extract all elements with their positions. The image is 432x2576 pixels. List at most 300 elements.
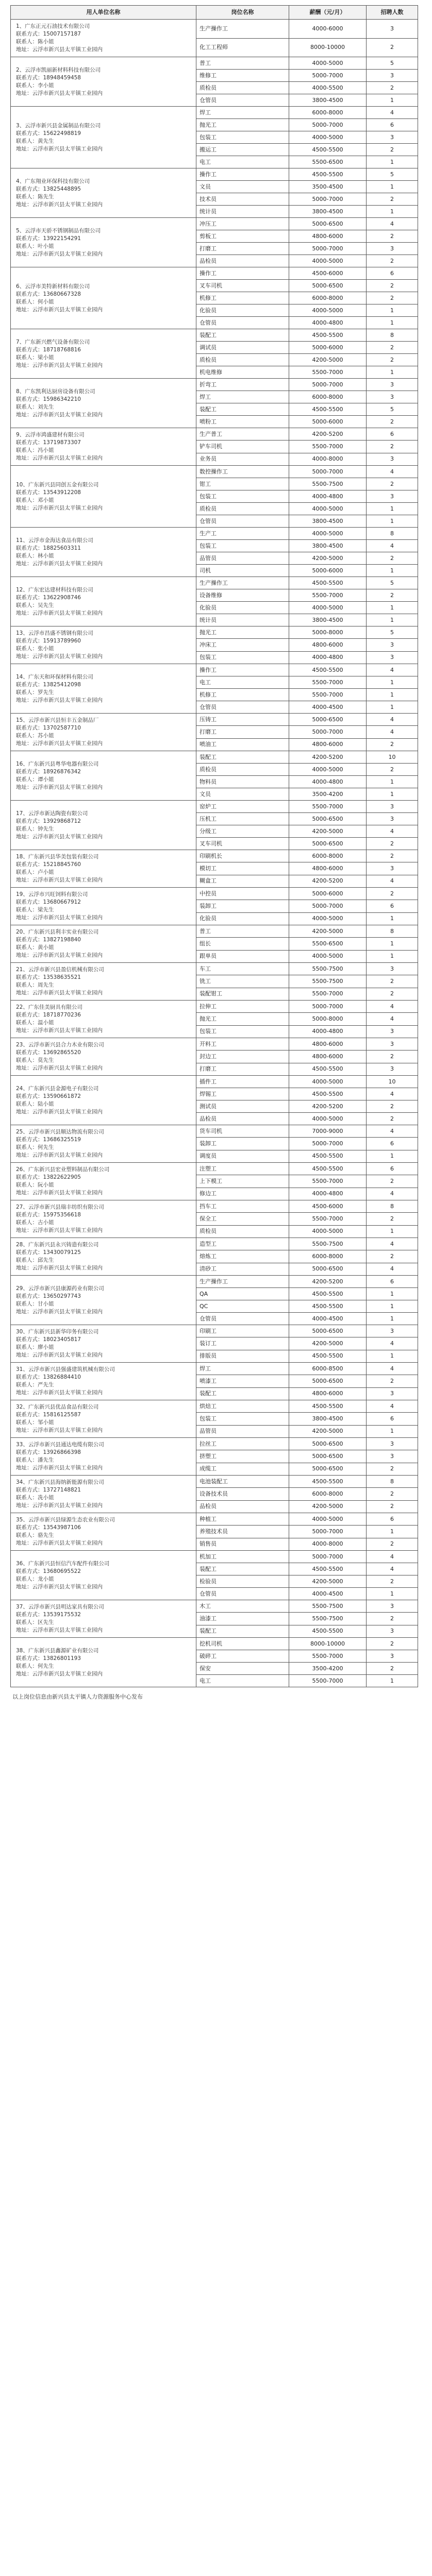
job-count: 1 [367,1225,418,1238]
job-salary: 5500-7000 [289,801,367,813]
job-salary: 4500-5500 [289,1063,367,1075]
job-row [11,20,418,39]
job-salary: 4000-4500 [289,1313,367,1325]
job-salary: 4000-5000 [289,255,367,267]
job-count: 1 [367,565,418,577]
job-salary: 5000-6000 [289,565,367,577]
job-count: 4 [367,1363,418,1375]
job-salary: 4000-6000 [289,20,367,39]
job-title: 技术员 [196,193,289,206]
job-count: 2 [367,1463,418,1475]
job-count: 1 [367,1588,418,1600]
job-title: 插件工 [196,1076,289,1088]
company-info: 24、广东新兴县金源电子有限公司 联系方式：13590661872 联系人：陆小姐 地址：云浮市新兴县太平镇工业园内 [11,1076,196,1125]
job-title: 生产操作工 [196,1276,289,1288]
job-count: 4 [367,1551,418,1563]
job-title: 质检员 [196,82,289,94]
job-row [11,1276,418,1288]
job-title: 中控员 [196,888,289,900]
job-salary: 4000-5000 [289,57,367,70]
job-salary: 4500-5500 [289,1288,367,1300]
job-title: 质检员 [196,503,289,515]
job-title: 印刷工 [196,1325,289,1337]
job-salary: 4200-5000 [289,1337,367,1350]
company-info: 11、云浮市金海达食品有限公司 联系方式：18825603311 联系人：林小姐 地址：云浮市新兴县太平镇工业园内 [11,528,196,577]
company-info: 37、云浮市新兴县明达家具有限公司 联系方式：13539175532 联系人：区先生 地址：云浮市新兴县太平镇工业园内 [11,1600,196,1638]
job-sheet [10,5,418,1706]
job-row [11,218,418,230]
job-title: 司机 [196,565,289,577]
job-title: 文员 [196,181,289,193]
job-title: 装配工 [196,1625,289,1637]
job-count: 3 [367,1038,418,1050]
job-count: 1 [367,206,418,218]
job-count: 2 [367,888,418,900]
job-salary: 5000-6500 [289,218,367,230]
job-salary: 5500-7500 [289,1600,367,1613]
job-count: 3 [367,1450,418,1463]
company-info: 6、云浮市美特新材料有限公司 联系方式：13680667328 联系人：何小姐 地址：云浮市新兴县太平镇工业园内 [11,267,196,329]
job-salary: 4000-5000 [289,950,367,962]
job-salary: 5000-6500 [289,714,367,726]
job-row [11,107,418,119]
job-count: 8 [367,329,418,342]
job-salary: 4000-5000 [289,764,367,776]
job-count: 4 [367,825,418,838]
job-salary: 4500-5500 [289,1476,367,1488]
job-title: 组长 [196,938,289,950]
job-title: 喷粉工 [196,416,289,428]
job-row [11,1551,418,1563]
job-count: 1 [367,1288,418,1300]
job-count: 1 [367,317,418,329]
job-title: 叉车司机 [196,838,289,850]
job-title: 喷漆工 [196,1375,289,1387]
job-title: 搬运工 [196,144,289,156]
job-row [11,1600,418,1613]
job-salary: 4500-6000 [289,267,367,280]
header-company: 用人单位名称 [11,6,196,20]
company-info: 9、云浮市鸿盛建材有限公司 联系方式：13719873307 联系人：冯小姐 地址：云浮市新兴县太平镇工业园内 [11,428,196,466]
job-salary: 5000-6500 [289,813,367,825]
job-row [11,466,418,478]
job-salary: 4000-5000 [289,1225,367,1238]
job-count: 1 [367,515,418,528]
job-salary: 4000-8000 [289,453,367,465]
job-row [11,925,418,938]
job-title: 电工 [196,156,289,168]
job-count: 4 [367,540,418,552]
job-count: 4 [367,1400,418,1413]
job-count: 2 [367,144,418,156]
job-salary: 5500-7500 [289,1238,367,1250]
job-title: 封边工 [196,1050,289,1063]
job-salary: 3800-4500 [289,94,367,107]
job-title: 装配工 [196,1387,289,1400]
job-row [11,751,418,764]
job-row [11,888,418,900]
company-info: 36、广东新兴县恒信汽车配件有限公司 联系方式：13680695522 联系人：龙小姐 地址：云浮市新兴县太平镇工业园内 [11,1551,196,1600]
job-title: 模切工 [196,862,289,875]
job-salary: 8000-10000 [289,38,367,57]
header-salary: 薪酬（元/月） [289,6,367,20]
job-salary: 4200-5000 [289,552,367,565]
company-info: 31、云浮市新兴县强盛建筑机械有限公司 联系方式：13826884410 联系人：严先生 地址：云浮市新兴县太平镇工业园内 [11,1363,196,1400]
job-title: 装卸工 [196,1138,289,1150]
job-count: 3 [367,862,418,875]
job-salary: 4200-5200 [289,428,367,440]
job-title: 装配工 [196,329,289,342]
job-row [11,1076,418,1088]
job-count: 3 [367,1625,418,1637]
job-row [11,528,418,540]
job-salary: 3500-4200 [289,1663,367,1675]
job-title: 包装工 [196,490,289,503]
header-position: 岗位名称 [196,6,289,20]
job-salary: 3500-4500 [289,181,367,193]
job-count: 3 [367,1600,418,1613]
job-count: 6 [367,1138,418,1150]
job-salary: 4000-4800 [289,317,367,329]
job-salary: 3800-4500 [289,206,367,218]
job-salary: 4200-5000 [289,1575,367,1588]
job-salary: 4800-6000 [289,1038,367,1050]
job-count: 2 [367,1175,418,1188]
job-title: 电工 [196,1675,289,1687]
job-salary: 5000-6000 [289,342,367,354]
job-title: 冲床工 [196,639,289,651]
job-count: 5 [367,626,418,639]
job-salary: 4800-6000 [289,1050,367,1063]
job-title: 抛光工 [196,626,289,639]
job-title: 装卸工 [196,900,289,912]
job-count: 6 [367,1276,418,1288]
company-info: 30、广东新兴县新华印务有限公司 联系方式：18023405817 联系人：廖小姐 地址：云浮市新兴县太平镇工业园内 [11,1325,196,1363]
job-title: 文员 [196,788,289,801]
job-title: 装配钳工 [196,988,289,1000]
job-title: 普工 [196,925,289,938]
job-salary: 4200-5000 [289,1425,367,1437]
job-count: 1 [367,689,418,701]
job-salary: 4800-6000 [289,862,367,875]
job-count: 2 [367,280,418,292]
job-count: 4 [367,466,418,478]
job-title: 调度员 [196,1150,289,1162]
job-title: 操作工 [196,267,289,280]
job-salary: 4200-5200 [289,875,367,887]
job-count: 1 [367,1425,418,1437]
job-title: 印刷机长 [196,850,289,862]
job-title: 熔炼工 [196,1250,289,1263]
company-info: 4、广东翔业环保科技有限公司 联系方式：13825448895 联系人：陈先生 地址：云浮市新兴县太平镇工业园内 [11,168,196,218]
job-row [11,267,418,280]
job-count: 4 [367,1337,418,1350]
job-count: 4 [367,107,418,119]
job-count: 2 [367,416,418,428]
company-info: 28、广东新兴县永兴铸造有限公司 联系方式：13430079125 联系人：邱先生 地址：云浮市新兴县太平镇工业园内 [11,1238,196,1276]
job-count: 2 [367,1113,418,1125]
job-count: 4 [367,1125,418,1138]
job-count: 6 [367,900,418,912]
job-title: 机电维修 [196,366,289,379]
job-salary: 4800-6000 [289,639,367,651]
job-count: 3 [367,379,418,391]
job-count: 4 [367,726,418,738]
job-salary: 5000-6500 [289,1263,367,1275]
job-title: 设备技术员 [196,1488,289,1500]
job-salary: 3800-4500 [289,1413,367,1425]
job-title: 品检员 [196,1113,289,1125]
job-title: 木工 [196,1600,289,1613]
job-title: 造型工 [196,1238,289,1250]
job-title: 注塑工 [196,1163,289,1175]
footer-note: 以上岗位信息由新兴县太平镇人力资源服务中心发布 [12,1693,143,1700]
job-count: 4 [367,1563,418,1575]
job-count: 1 [367,156,418,168]
job-row [11,1163,418,1175]
job-salary: 4500-5500 [289,144,367,156]
job-title: 装订工 [196,1337,289,1350]
job-count: 10 [367,1076,418,1088]
job-title: 维修工 [196,70,289,82]
job-title: 铲车司机 [196,440,289,453]
job-count: 1 [367,304,418,317]
job-salary: 4500-5500 [289,1625,367,1637]
job-salary: 5500-7000 [289,1175,367,1188]
job-count: 8 [367,1200,418,1213]
job-salary: 4500-5500 [289,329,367,342]
job-title: 种植工 [196,1513,289,1526]
job-count: 2 [367,552,418,565]
job-row [11,1238,418,1250]
job-salary: 4000-4500 [289,701,367,714]
job-title: 普工 [196,57,289,70]
job-salary: 4200-5200 [289,1276,367,1288]
job-count: 6 [367,119,418,131]
job-salary: 5500-7000 [289,366,367,379]
job-salary: 4200-5000 [289,354,367,366]
job-title: 包装工 [196,1025,289,1038]
job-title: 冲压工 [196,218,289,230]
job-title: 车工 [196,963,289,975]
job-title: 打磨工 [196,1063,289,1075]
job-title: 上下模工 [196,1175,289,1188]
company-info: 12、广东宏达建材科技有限公司 联系方式：13622908746 联系人：吴先生 地址：云浮市新兴县太平镇工业园内 [11,577,196,626]
job-salary: 5000-7000 [289,193,367,206]
job-title: 抛光工 [196,1013,289,1025]
job-title: 装配工 [196,403,289,416]
job-title: 窑炉工 [196,801,289,813]
job-title: 压铸工 [196,714,289,726]
job-title: 统计员 [196,614,289,626]
job-count: 1 [367,701,418,714]
job-salary: 5000-7000 [289,1138,367,1150]
job-salary: 4000-5000 [289,304,367,317]
job-count: 10 [367,751,418,764]
job-count: 2 [367,193,418,206]
job-salary: 5000-7000 [289,1526,367,1538]
job-row [11,1638,418,1650]
job-title: 包装工 [196,540,289,552]
job-salary: 3800-4500 [289,515,367,528]
company-info: 19、云浮市兴旺饲料有限公司 联系方式：13680667912 联系人：梁先生 地址：云浮市新兴县太平镇工业园内 [11,888,196,925]
company-info: 25、云浮市新兴县顺达物流有限公司 联系方式：13686325519 联系人：何先生 地址：云浮市新兴县太平镇工业园内 [11,1125,196,1163]
job-title: 质检员 [196,1225,289,1238]
job-salary: 5500-7000 [289,1213,367,1225]
job-salary: 6000-8000 [289,391,367,403]
job-row [11,1400,418,1413]
company-info: 3、云浮市新兴县金属制品有限公司 联系方式：15622498819 联系人：黄先生 地址：云浮市新兴县太平镇工业园内 [11,107,196,168]
job-salary: 4500-5500 [289,403,367,416]
company-info: 35、云浮市新兴县绿源生态农业有限公司 联系方式：13543987106 联系人：骆先生 地址：云浮市新兴县太平镇工业园内 [11,1513,196,1551]
job-title: 机修工 [196,292,289,304]
job-title: 破碎工 [196,1650,289,1663]
job-row [11,1438,418,1450]
job-salary: 7000-9000 [289,1125,367,1138]
job-title: 货车司机 [196,1125,289,1138]
job-salary: 4000-5000 [289,131,367,144]
job-title: 喷油工 [196,738,289,751]
job-salary: 5500-7000 [289,689,367,701]
job-count: 4 [367,1001,418,1013]
job-count: 2 [367,1575,418,1588]
job-title: QC [196,1300,289,1313]
job-salary: 5500-7000 [289,440,367,453]
job-salary: 4800-6000 [289,1387,367,1400]
job-row [11,379,418,391]
job-salary: 4500-5500 [289,1088,367,1100]
job-salary: 5000-7000 [289,726,367,738]
job-count: 2 [367,82,418,94]
job-count: 1 [367,676,418,689]
job-count: 3 [367,1025,418,1038]
job-count: 5 [367,403,418,416]
job-salary: 4800-6000 [289,738,367,751]
job-count: 1 [367,1300,418,1313]
job-count: 2 [367,1613,418,1625]
job-salary: 3800-4500 [289,540,367,552]
job-salary: 5000-6500 [289,1375,367,1387]
job-title: 叉车司机 [196,280,289,292]
job-count: 2 [367,764,418,776]
job-title: 包装工 [196,131,289,144]
job-title: 跟单员 [196,950,289,962]
job-salary: 5000-6500 [289,1325,367,1337]
job-title: 生产操作工 [196,577,289,589]
job-count: 3 [367,20,418,39]
job-salary: 4000-4800 [289,1025,367,1038]
job-count: 1 [367,1675,418,1687]
job-count: 2 [367,838,418,850]
job-count: 5 [367,57,418,70]
job-title: 设备维修 [196,589,289,602]
job-title: 焊工 [196,1363,289,1375]
job-count: 1 [367,788,418,801]
job-count: 3 [367,639,418,651]
job-title: 清砂工 [196,1263,289,1275]
job-title: 物料员 [196,776,289,788]
job-salary: 5000-7000 [289,1551,367,1563]
job-count: 1 [367,181,418,193]
job-count: 3 [367,1063,418,1075]
job-title: 仓管员 [196,701,289,714]
job-salary: 4500-5500 [289,664,367,676]
job-row [11,1513,418,1526]
job-count: 2 [367,1250,418,1263]
job-row [11,850,418,862]
job-count: 1 [367,1350,418,1362]
job-row [11,428,418,440]
job-count: 1 [367,1526,418,1538]
job-salary: 4500-6000 [289,1200,367,1213]
job-title: 排版员 [196,1350,289,1362]
job-count: 3 [367,70,418,82]
job-salary: 5500-7000 [289,1650,367,1663]
job-count: 2 [367,230,418,243]
job-count: 1 [367,776,418,788]
company-info: 15、云浮市新兴县恒丰五金制品厂 联系方式：13702587710 联系人：苏小姐 地址：云浮市新兴县太平镇工业园内 [11,714,196,751]
job-title: 仓管员 [196,515,289,528]
job-title: 测试员 [196,1100,289,1113]
job-title: 烘焙工 [196,1400,289,1413]
company-info: 7、广东新兴燃气设备有限公司 联系方式：18718768816 联系人：梁小姐 地址：云浮市新兴县太平镇工业园内 [11,329,196,379]
job-count: 3 [367,651,418,664]
job-count: 8 [367,1476,418,1488]
job-title: 焊锡工 [196,1088,289,1100]
job-count: 3 [367,453,418,465]
job-salary: 4000-4800 [289,490,367,503]
job-count: 2 [367,1375,418,1387]
job-salary: 4000-4800 [289,651,367,664]
job-row [11,714,418,726]
job-title: 机加工 [196,1551,289,1563]
job-count: 2 [367,342,418,354]
job-salary: 4000-4800 [289,776,367,788]
job-count: 1 [367,614,418,626]
job-salary: 4500-5500 [289,577,367,589]
company-info: 33、云浮市新兴县通达电缆有限公司 联系方式：13926866398 联系人：潘先生 地址：云浮市新兴县太平镇工业园内 [11,1438,196,1476]
job-title: 仓管员 [196,1313,289,1325]
job-row [11,168,418,181]
job-count: 6 [367,1413,418,1425]
job-salary: 5000-6500 [289,280,367,292]
job-title: 生产工 [196,528,289,540]
job-salary: 3500-4200 [289,788,367,801]
job-title: 质检员 [196,764,289,776]
job-salary: 4000-5000 [289,602,367,614]
job-row [11,1038,418,1050]
job-title: 铣工 [196,975,289,988]
job-count: 3 [367,391,418,403]
job-title: 钳工 [196,478,289,490]
company-info: 18、广东新兴县华美包装有限公司 联系方式：15218845760 联系人：卢小姐 地址：云浮市新兴县太平镇工业园内 [11,850,196,888]
job-title: 抛光工 [196,119,289,131]
job-count: 1 [367,503,418,515]
job-salary: 5000-7000 [289,900,367,912]
job-title: 品检员 [196,1500,289,1513]
job-salary: 6000-8000 [289,1250,367,1263]
job-salary: 4200-5000 [289,925,367,938]
job-salary: 4200-5200 [289,1100,367,1113]
job-title: 化验员 [196,304,289,317]
job-count: 3 [367,1650,418,1663]
job-count: 8 [367,528,418,540]
job-count: 3 [367,490,418,503]
job-count: 3 [367,1438,418,1450]
job-salary: 4500-5500 [289,1350,367,1362]
job-title: 化验员 [196,912,289,925]
job-count: 2 [367,1050,418,1063]
